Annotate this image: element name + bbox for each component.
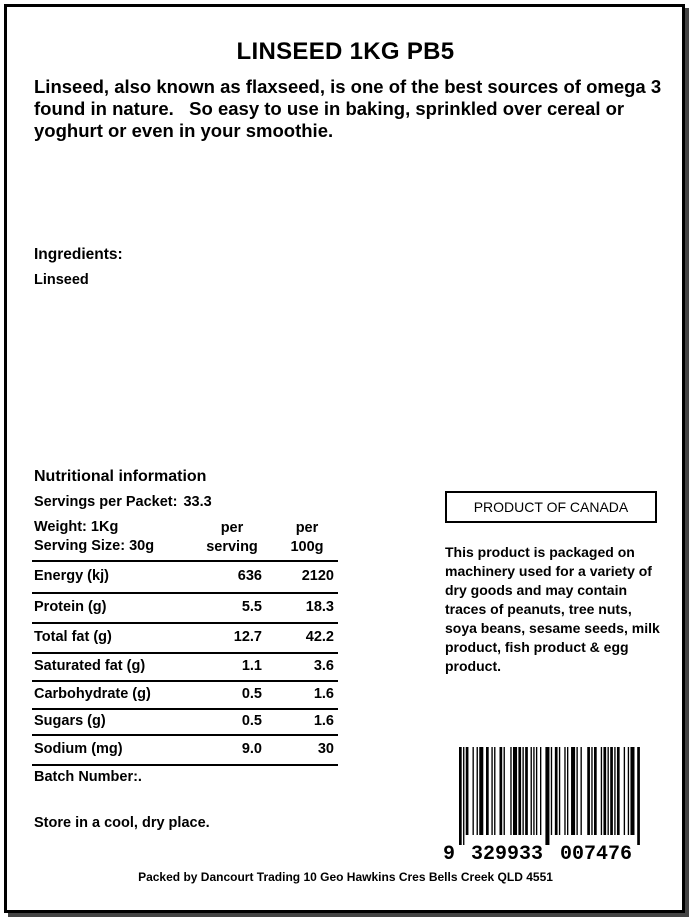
nutrition-table-header [32, 516, 338, 562]
ingredients-value: Linseed [34, 272, 89, 288]
nutrition-row [32, 562, 338, 594]
barcode-bar [486, 747, 489, 835]
barcode-bar [559, 747, 560, 835]
nutrient-name: Saturated fat (g) [34, 658, 146, 674]
per-100g-value: 18.3 [305, 599, 334, 615]
weight-label: Weight: 1Kg [34, 519, 119, 535]
col-per-100g-line1: per [295, 520, 319, 536]
barcode-bar [504, 747, 505, 835]
per-serving-value: 636 [237, 568, 262, 584]
product-title: LINSEED 1KG PB5 [236, 38, 455, 65]
barcode-bar [576, 747, 577, 835]
per-serving-value: 1.1 [241, 658, 262, 674]
servings-value: 33.3 [183, 494, 212, 510]
col-per-serving-line1: per [220, 520, 244, 536]
per-serving-value: 5.5 [241, 599, 262, 615]
batch-number: Batch Number:. [34, 769, 142, 785]
barcode-bar [510, 747, 511, 835]
nutrition-table [32, 516, 338, 766]
nutrient-name: Sugars (g) [34, 713, 106, 729]
barcode-bar [603, 747, 606, 835]
per-serving-value: 0.5 [241, 713, 262, 729]
nutrient-name: Energy (kj) [34, 568, 109, 584]
barcode-bar [459, 747, 462, 845]
packed-by: Packed by Dancourt Trading 10 Geo Hawkins Cres Bells Creek QLD 4551 [138, 870, 553, 884]
nutrition-row [32, 624, 338, 654]
nutrition-row [32, 594, 338, 624]
barcode-bar [555, 747, 558, 835]
barcode-bar [614, 747, 615, 835]
origin-box: PRODUCT OF CANADA [445, 491, 657, 523]
barcode-bar [477, 747, 478, 835]
barcode-bar [581, 747, 582, 835]
per-serving-value: 9.0 [241, 741, 262, 757]
barcode-bar [551, 747, 552, 835]
barcode-bar [525, 747, 528, 835]
barcode-bar [624, 747, 625, 835]
barcode-bar [628, 747, 629, 835]
per-100g-value: 3.6 [313, 658, 334, 674]
barcode-bar [494, 747, 495, 835]
barcode-bar [601, 747, 602, 835]
servings-per-packet [34, 494, 212, 510]
barcode-bar [500, 747, 503, 835]
barcode-bar [591, 747, 592, 835]
col-per-serving [192, 519, 272, 557]
nutrition-row [32, 682, 338, 710]
barcode [443, 745, 643, 865]
nutrition-row [32, 710, 338, 736]
nutrient-name: Total fat (g) [34, 629, 112, 645]
barcode-bar [567, 747, 568, 835]
barcode-bar [594, 747, 597, 835]
per-serving-value: 0.5 [241, 686, 262, 702]
servings-label: Servings per Packet: [34, 494, 178, 510]
barcode-bar [540, 747, 541, 835]
per-100g-value: 2120 [301, 568, 334, 584]
per-100g-value: 1.6 [313, 686, 334, 702]
barcode-bar [587, 747, 590, 835]
per-100g-value: 42.2 [305, 629, 334, 645]
barcode-bar [533, 747, 534, 835]
nutrient-name: Carbohydrate (g) [34, 686, 151, 702]
barcode-bar [617, 747, 620, 835]
product-description: Linseed, also known as flaxseed, is one of the best sources of omega 3 found in nature. So easy to use in baking, sprinkled over cereal or yoghurt or even in your smoothie. [34, 76, 667, 141]
nutrition-heading: Nutritional information [34, 468, 207, 485]
storage-instructions: Store in a cool, dry place. [34, 815, 210, 831]
barcode-digits-right: 007476 [559, 843, 633, 865]
nutrition-row [32, 654, 338, 682]
barcode-bar [463, 747, 464, 845]
per-serving-value: 12.7 [233, 629, 262, 645]
barcode-bar [491, 747, 492, 835]
nutrient-name: Protein (g) [34, 599, 107, 615]
serving-size-label: Serving Size: 30g [34, 538, 155, 554]
barcode-bar [571, 747, 575, 835]
barcode-bar [522, 747, 523, 835]
barcode-digits-left: 329933 [470, 843, 544, 865]
per-100g-value: 1.6 [313, 713, 334, 729]
barcode-bar [518, 747, 521, 835]
barcode-bar [513, 747, 517, 835]
allergen-notice: This product is packaged on machinery used for a variety of dry goods and may contain traces of peanuts, tree nuts, soya beans, sesame seeds, milk product, fish product & egg product. [445, 544, 660, 674]
barcode-bar [466, 747, 469, 835]
barcode-bar [637, 747, 640, 845]
barcode-bar [545, 747, 549, 845]
col-per-100g [282, 519, 332, 557]
barcode-bars [459, 747, 640, 845]
barcode-digit-first: 9 [443, 843, 456, 865]
col-per-100g-line2: 100g [290, 539, 324, 555]
col-per-serving-line2: serving [206, 539, 258, 555]
nutrient-name: Sodium (mg) [34, 741, 123, 757]
nutrition-rows [32, 562, 338, 766]
ingredients-heading: Ingredients: [34, 246, 123, 263]
barcode-bar [536, 747, 537, 835]
barcode-bar [630, 747, 634, 835]
barcode-bar [608, 747, 609, 835]
barcode-bar [473, 747, 474, 835]
per-100g-value: 30 [317, 741, 334, 757]
nutrition-row [32, 736, 338, 766]
barcode-bar [610, 747, 613, 835]
barcode-bar [479, 747, 483, 835]
barcode-bar [531, 747, 532, 835]
barcode-bar [564, 747, 565, 835]
